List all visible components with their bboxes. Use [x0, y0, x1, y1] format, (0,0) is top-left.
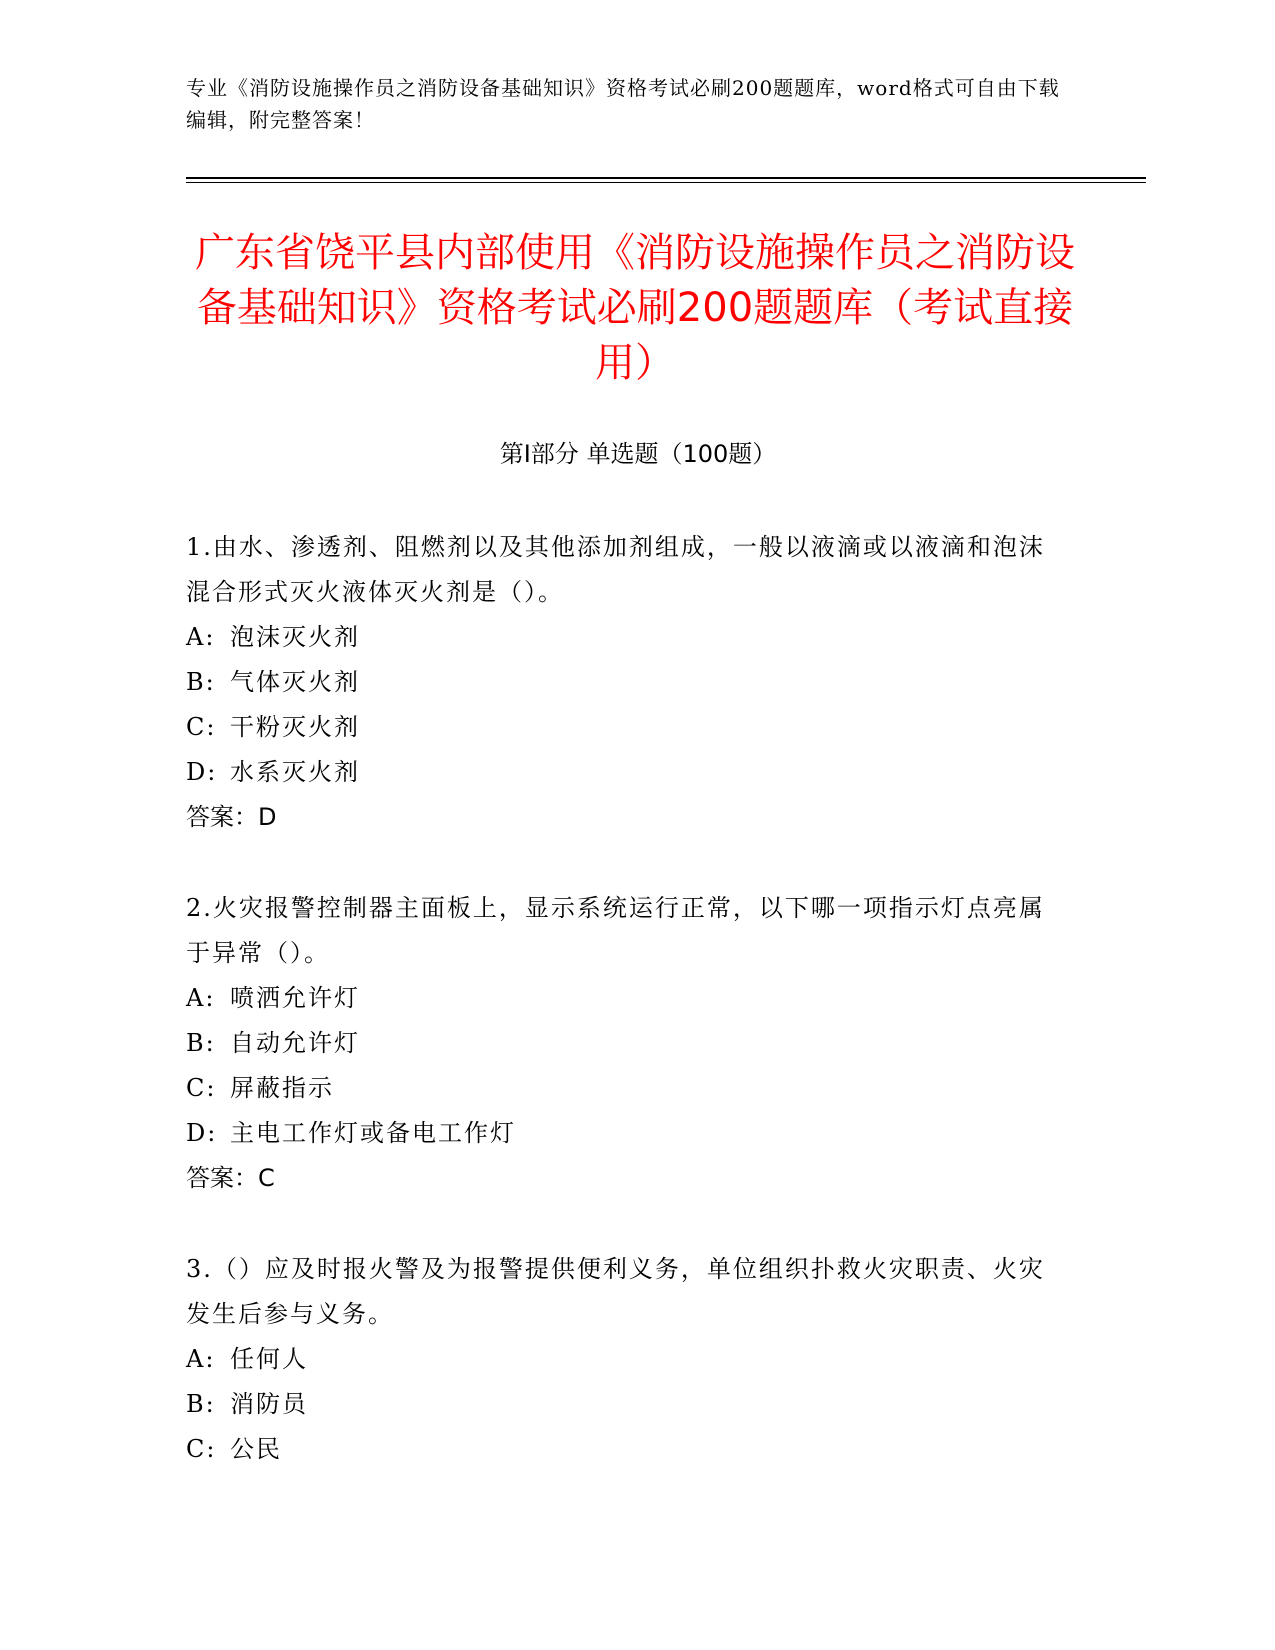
question-list [186, 525, 1066, 1518]
option-key: A: [186, 1345, 216, 1373]
option-text: 水系灭火剂 [230, 758, 360, 786]
option-text: 自动允许灯 [230, 1029, 360, 1057]
answer-line: 答案：D [186, 803, 277, 831]
option-text: 气体灭火剂 [230, 668, 360, 696]
option-key: C: [186, 713, 217, 741]
header-divider-thick [186, 177, 1146, 179]
document-title: 广东省饶平县内部使用《消防设施操作员之消防设备基础知识》资格考试必刷200题题库（考试直接用） [195, 230, 1075, 386]
question-stem: 1.由水、渗透剂、阻燃剂以及其他添加剂组成，一般以液滴或以液滴和泡沫混合形式灭火液体灭火剂是（）。 [186, 533, 1045, 606]
option-d [186, 750, 1066, 795]
option-text: 干粉灭火剂 [230, 713, 360, 741]
option-text: 消防员 [230, 1390, 308, 1418]
option-text: 主电工作灯或备电工作灯 [230, 1119, 516, 1147]
header-divider-thin [186, 182, 1146, 183]
option-a [186, 976, 1066, 1021]
option-b [186, 1021, 1066, 1066]
option-text: 喷洒允许灯 [230, 984, 360, 1012]
option-key: C: [186, 1435, 217, 1463]
section-title: 第Ⅰ部分 单选题（100题） [499, 440, 777, 468]
option-text: 屏蔽指示 [230, 1074, 334, 1102]
option-key: A: [186, 984, 216, 1012]
question-stem: 2.火灾报警控制器主面板上，显示系统运行正常，以下哪一项指示灯点亮属于异常（）。 [186, 894, 1045, 967]
option-key: A: [186, 623, 216, 651]
option-d [186, 1111, 1066, 1156]
question-3 [186, 1247, 1066, 1472]
option-text: 泡沫灭火剂 [230, 623, 360, 651]
option-key: B: [186, 1029, 216, 1057]
option-b [186, 660, 1066, 705]
option-text: 公民 [230, 1435, 282, 1463]
option-b [186, 1382, 1066, 1427]
option-key: D: [186, 758, 218, 786]
option-c [186, 705, 1066, 750]
option-a [186, 615, 1066, 660]
question-stem: 3.（）应及时报火警及为报警提供便利义务，单位组织扑救火灾职责、火灾发生后参与义务。 [186, 1255, 1045, 1328]
option-a [186, 1337, 1066, 1382]
option-key: B: [186, 1390, 216, 1418]
question-2 [186, 886, 1066, 1201]
option-key: B: [186, 668, 216, 696]
option-text: 任何人 [230, 1345, 308, 1373]
question-1 [186, 525, 1066, 840]
header-note: 专业《消防设施操作员之消防设备基础知识》资格考试必刷200题题库，word格式可自由下载编辑，附完整答案！ [186, 76, 1060, 132]
option-c [186, 1066, 1066, 1111]
answer-line: 答案：C [186, 1164, 275, 1192]
option-key: C: [186, 1074, 217, 1102]
option-c [186, 1427, 1066, 1472]
option-key: D: [186, 1119, 218, 1147]
